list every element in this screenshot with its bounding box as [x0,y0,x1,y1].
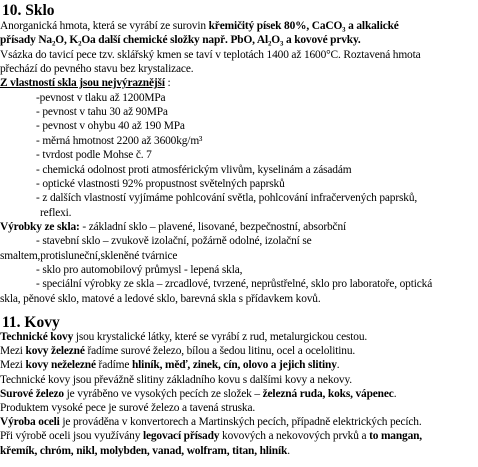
text-segment: . [336,359,340,372]
bold-text-segment: kovy neželezné [25,359,96,372]
text-line [0,292,321,306]
text-line [0,401,255,415]
text-segment: - speciální výrobky ze skla – zrcadlové, tvrzené, neprůstřelné, sklo pro laboratoře, optická [36,278,433,291]
text-segment: - optické vlastnosti 92% propustnost světelných paprsků [36,177,285,190]
text-line [36,263,242,277]
text-segment: Při výrobě oceli jsou využívány [0,430,143,443]
text-segment: skla, pěnové sklo, matové a ledové sklo, barevná skla s přídavkem kovů. [0,292,321,305]
text-line [36,105,168,119]
text-line [0,429,422,443]
text-line [0,62,193,76]
text-segment: . [287,444,290,457]
text-segment: Vsázka do tavicí pece tzv. sklářský kmen se taví v teplotách 1400 až 1600°C. Roztavená hmota [0,48,421,61]
text-line [0,373,352,387]
text-segment: - měrná hmotnost 2200 až 3600kg/m³ [36,134,203,147]
text-line [0,249,177,263]
text-line [0,358,339,372]
bold-text-segment: přísady Na₂O, K₂Oa další chemické složky např. PbO, Al₂O₃ a kovové prvky. [0,34,361,47]
text-line [36,234,312,248]
text-segment: - pevnost v tahu 30 až 90MPa [36,106,168,119]
bold-text-segment: křemičitý písek 80%, CaCO₃ a alkalické [208,20,399,32]
bold-text-segment: Surové železo [0,387,64,400]
text-segment: řadíme [95,359,132,372]
section-sklo-heading: 10. Sklo [2,2,55,19]
text-segment: reflexi. [40,206,72,219]
text-segment: - základní sklo – plavené, lisované, bezpečnostní, absorbční [79,220,347,233]
text-line [0,220,346,234]
text-segment: je prováděna v konvertorech a Martinských pecích, případně elektrických pecích. [59,416,422,429]
text-line [0,48,421,62]
text-line [0,444,290,458]
text-line [40,206,71,220]
bold-text-segment: Technické kovy [0,331,74,343]
bold-text-segment: to mangan, [369,430,422,443]
bold-text-segment: křemík, chróm, nikl, molybden, vanad, wolfram, titan, hliník [0,444,288,457]
text-segment: - pevnost v ohybu 40 až 190 MPa [36,120,185,133]
text-line [0,76,171,90]
bold-text-segment: kovy železné [25,345,85,358]
bold-text-segment: hliník, měď, zinek, cín, olovo a jejich slitiny [131,359,337,372]
text-segment: - sklo pro automobilový průmysl - lepená skla, [36,263,243,276]
text-line [36,177,285,191]
text-segment: je vyráběno ve vysokých pecích ze složek – [63,387,263,400]
text-segment: Mezi [0,345,26,358]
text-segment: Produktem vysoké pece je surové železo a tavená struska. [0,402,256,414]
bold-text-segment: Výrobky ze skla: [0,220,80,233]
section-kovy-heading: 11. Kovy [2,314,60,331]
text-segment: - stavební sklo – zvukově izolační, požárně odolné, izolační se [36,235,312,248]
text-line [36,134,202,148]
text-line [36,191,417,205]
text-segment: smaltem,protisluneční,skleněné tvárnice [0,249,178,262]
bold-text-segment: Výroba oceli [0,416,60,429]
text-line [36,119,185,133]
text-line [36,91,165,105]
text-segment: . [393,387,397,400]
text-line [0,415,422,429]
text-line [0,330,367,344]
text-segment: přechází do pevného stavu bez krystalizace. [0,63,194,76]
text-line [36,148,152,162]
text-segment: -pevnost v tlaku až 1200MPa [36,91,166,104]
text-line [0,387,396,401]
text-line [0,344,355,358]
text-segment: Anorganická hmota, která se vyrábí ze surovin [0,20,209,32]
text-segment: - tvrdost podle Mohse č. 7 [36,149,152,162]
text-segment: - chemická odolnost proti atmosférickým vlivům, kyselinám a zásadám [36,163,352,176]
text-line [36,277,432,291]
bold-text-segment: legovací přísady [142,430,220,443]
text-segment: - z dalších vlastností vyjímáme pohlcování světla, pohlcování infračervených paprsků, [36,192,418,205]
text-segment: kovových a nekovových prvků a [219,430,370,443]
text-line [0,33,361,47]
bold-text-segment: Z vlastností skla jsou nejvýraznější [0,77,165,90]
bold-text-segment: železná ruda, koks, vápenec [262,387,394,400]
text-segment: Mezi [0,359,26,372]
text-segment: řadíme surové železo, bílou a šedou litinu, ocel a ocelolitinu. [84,345,356,358]
text-segment: jsou krystalické látky, které se vyrábí z rud, metalurgickou cestou. [73,331,368,343]
text-line [0,19,399,33]
text-line [36,163,351,177]
text-segment: Technické kovy jsou převážně slitiny základního kovu s dalšími kovy a nekovy. [0,373,352,386]
text-segment: : [164,77,171,90]
